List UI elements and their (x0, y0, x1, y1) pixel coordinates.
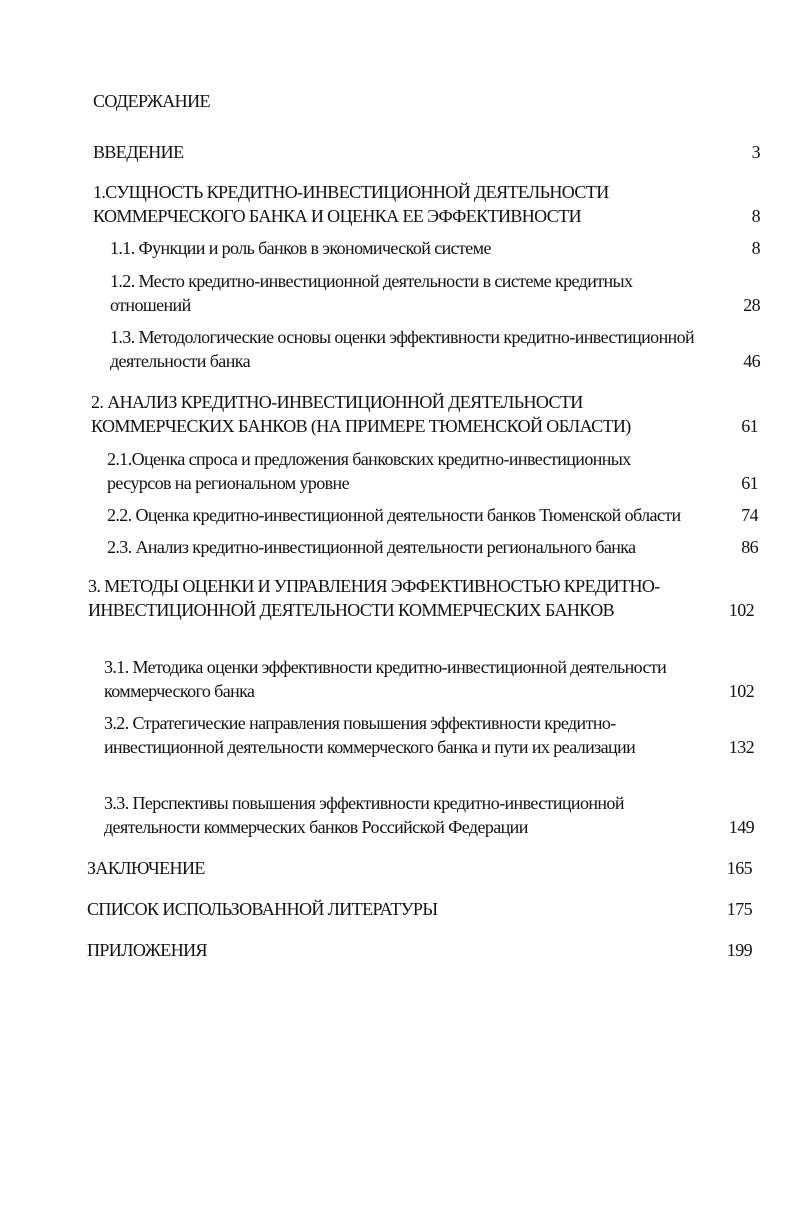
toc-title: СОДЕРЖАНИЕ (93, 91, 210, 111)
toc-entry-section-1-2 (110, 269, 760, 317)
toc-entry-page: 28 (743, 295, 760, 315)
toc-entry-page: 74 (741, 505, 758, 525)
toc-entry-chapter-1 (93, 180, 760, 228)
toc-entry-text: 1.СУЩНОСТЬ КРЕДИТНО-ИНВЕСТИЦИОННОЙ ДЕЯТЕЛЬНОСТИ КОММЕРЧЕСКОГО БАНКА И ОЦЕНКА ЕЕ ЭФФЕКТИВНОСТИ (93, 182, 609, 226)
toc-entry-text: 3.3. Перспективы повышения эффективности кредитно-инвестиционной деятельности коммерческих банков Российской Федерации (104, 793, 624, 837)
toc-entry-text: ПРИЛОЖЕНИЯ (87, 940, 207, 960)
toc-entry-section-2-2 (107, 503, 758, 527)
toc-entry-page: 149 (728, 817, 754, 837)
toc-entry-page: 3 (751, 142, 760, 162)
toc-entry-page: 102 (728, 600, 754, 620)
toc-entry-section-2-1 (107, 447, 758, 495)
toc-entry-page: 86 (741, 537, 758, 557)
toc-entry-text: 2.2. Оценка кредитно-инвестиционной деятельности банков Тюменской области (107, 505, 681, 525)
toc-entry-references (87, 897, 752, 921)
toc-entry-page: 132 (728, 737, 754, 757)
toc-entry-text: СПИСОК ИСПОЛЬЗОВАННОЙ ЛИТЕРАТУРЫ (87, 899, 438, 919)
toc-entry-text: 3.2. Стратегические направления повышения эффективности кредитно-инвестиционной деятельности коммерческого банка и пути их реализации (104, 713, 636, 757)
toc-entry-page: 199 (726, 940, 752, 960)
toc-entry-page: 165 (726, 858, 752, 878)
toc-entry-text: 3. МЕТОДЫ ОЦЕНКИ И УПРАВЛЕНИЯ ЭФФЕКТИВНОСТЬЮ КРЕДИТНО-ИНВЕСТИЦИОННОЙ ДЕЯТЕЛЬНОСТИ КОММЕРЧЕСКИХ БАНКОВ (88, 576, 660, 620)
toc-entry-chapter-2 (91, 390, 758, 438)
toc-entry-conclusion (87, 856, 752, 880)
toc-entry-section-3-1 (104, 655, 754, 703)
toc-entry-page: 102 (728, 681, 754, 701)
toc-entry-text: ВВЕДЕНИЕ (93, 142, 184, 162)
toc-entry-text: 1.2. Место кредитно-инвестиционной деятельности в системе кредитных отношений (110, 271, 633, 315)
toc-entry-section-1-3 (110, 325, 760, 373)
toc-entry-page: 46 (743, 351, 760, 371)
toc-entry-text: 1.1. Функции и роль банков в экономической системе (110, 238, 491, 258)
toc-entry-section-2-3 (107, 535, 758, 559)
toc-entry-text: 1.3. Методологические основы оценки эффективности кредитно-инвестиционной деятельности банка (110, 327, 695, 371)
toc-entry-text: ЗАКЛЮЧЕНИЕ (87, 858, 205, 878)
toc-entry-text: 2. АНАЛИЗ КРЕДИТНО-ИНВЕСТИЦИОННОЙ ДЕЯТЕЛЬНОСТИ КОММЕРЧЕСКИХ БАНКОВ (НА ПРИМЕРЕ ТЮМЕНСКОЙ ОБЛАСТИ) (91, 392, 631, 436)
toc-entry-chapter-3 (88, 574, 754, 622)
toc-entry-page: 8 (751, 206, 760, 226)
toc-entry-page: 61 (741, 473, 758, 493)
toc-entry-appendix (87, 938, 752, 962)
toc-entry-page: 8 (751, 238, 760, 258)
toc-entry-section-1-1 (110, 236, 760, 260)
toc-entry-text: 2.1.Оценка спроса и предложения банковских кредитно-инвестиционных ресурсов на региональном уровне (107, 449, 631, 493)
toc-entry-section-3-3 (104, 791, 754, 839)
toc-entry-page: 175 (726, 899, 752, 919)
toc-entry-intro (93, 140, 760, 164)
toc-entry-text: 2.3. Анализ кредитно-инвестиционной деятельности регионального банка (107, 537, 636, 557)
toc-entry-text: 3.1. Методика оценки эффективности кредитно-инвестиционной деятельности коммерческого банка (104, 657, 667, 701)
toc-entry-page: 61 (741, 416, 758, 436)
toc-entry-section-3-2 (104, 711, 754, 759)
